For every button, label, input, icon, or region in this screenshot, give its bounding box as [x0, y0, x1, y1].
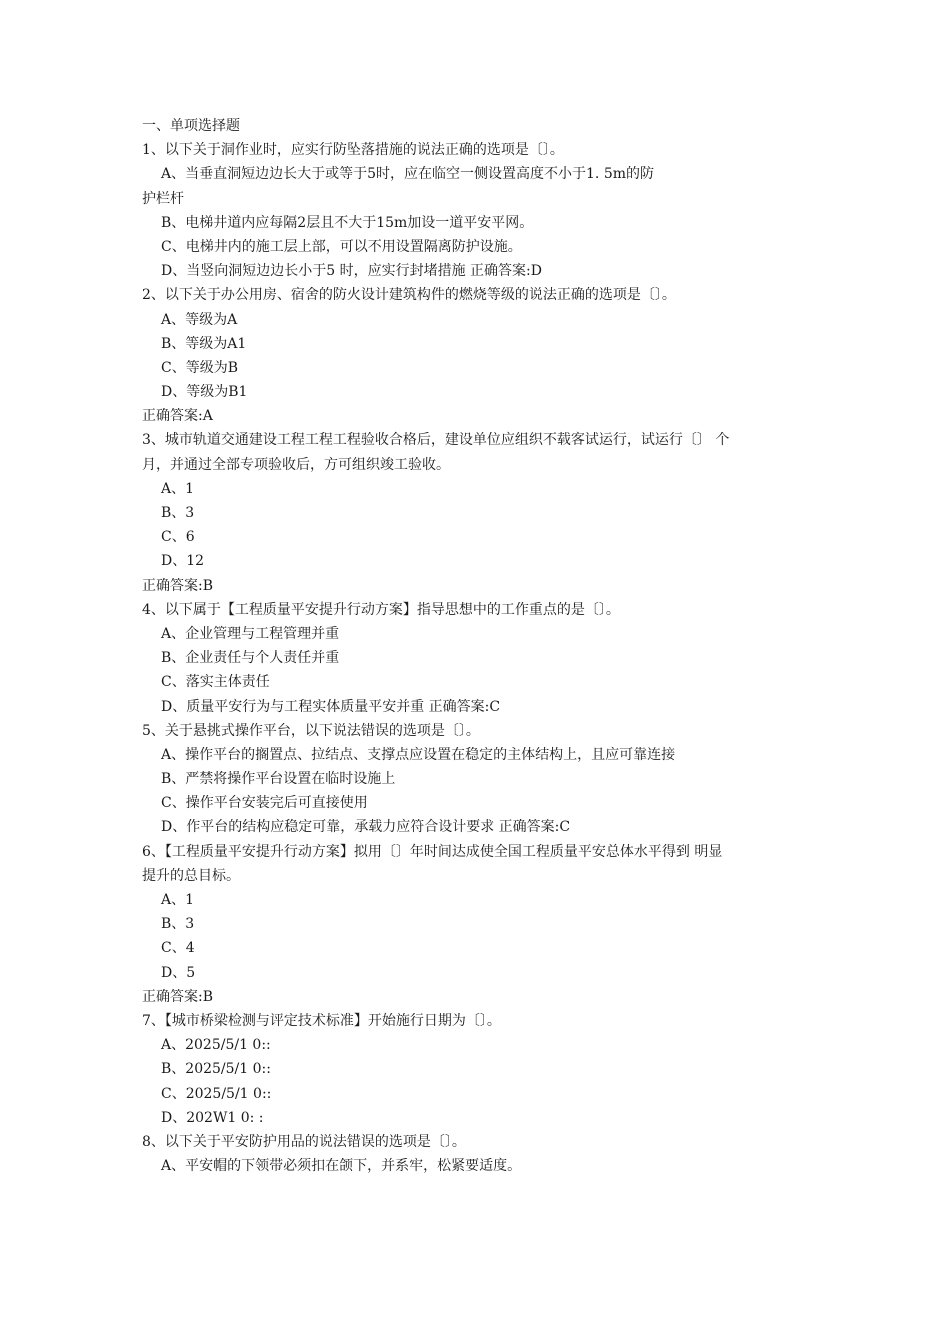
question-6-stem: 6、【工程质量平安提升行动方案】拟用〔〕年时间达成使全国工程质量平安总体水平得到 明显: [142, 843, 723, 860]
question-7-stem: 7、【城市桥梁检测与评定技术标准】开始施行日期为〔〕。: [142, 1012, 501, 1029]
question-3-option-b: B、3: [161, 505, 195, 521]
question-6-answer: 正确答案:B: [142, 988, 214, 1005]
question-3-answer: 正确答案:B: [142, 577, 214, 594]
question-5-option-d: D、作平台的结构应稳定可靠，承载力应符合设计要求 正确答案:C: [161, 819, 571, 836]
question-8-option-a: A、平安帽的下领带必须扣在颌下，并系牢，松紧要适度。: [161, 1158, 522, 1175]
question-1-option-b: B、电梯井道内应每隔2层且不大于15m加设一道平安平网。: [161, 214, 534, 231]
question-7-option-c: C、2025/5/1 0::: [161, 1085, 272, 1102]
question-2-option-b: B、等级为A1: [161, 335, 247, 352]
question-5-option-c: C、操作平台安装完后可直接使用: [161, 795, 368, 812]
question-7-option-a: A、2025/5/1 0::: [161, 1037, 271, 1054]
question-1-option-c: C、电梯井内的施工层上部，可以不用设置隔离防护设施。: [161, 238, 522, 255]
question-4-option-b: B、企业责任与个人责任并重: [161, 650, 340, 667]
question-6-option-a: A、1: [161, 892, 195, 908]
question-5-stem: 5、关于悬挑式操作平台，以下说法错误的选项是〔〕。: [142, 722, 480, 739]
question-6-option-c: C、4: [161, 940, 195, 957]
question-4-option-a: A、企业管理与工程管理并重: [161, 625, 340, 642]
question-2-stem: 2、以下关于办公用房、宿舍的防火设计建筑构件的燃烧等级的说法正确的选项是〔〕。: [142, 287, 676, 304]
question-5-option-a: A、操作平台的搁置点、拉结点、支撑点应设置在稳定的主体结构上，且应可靠连接: [161, 746, 676, 763]
question-3-option-d: D、12: [161, 553, 205, 570]
question-2-option-a: A、等级为A: [161, 311, 238, 328]
question-5-option-b: B、严禁将操作平台设置在临时设施上: [161, 771, 396, 788]
question-8-stem: 8、以下关于平安防护用品的说法错误的选项是〔〕。: [142, 1133, 466, 1150]
question-6-stem-continued: 提升的总目标。: [142, 867, 240, 884]
question-3-stem: 3、城市轨道交通建设工程工程工程验收合格后，建设单位应组织不载客试运行，试运行〔〕 个: [142, 432, 730, 449]
question-3-option-a: A、1: [161, 480, 195, 497]
question-2-option-d: D、等级为B1: [161, 384, 248, 401]
question-1-option-d: D、当竖向洞短边边长小于5 时，应实行封堵措施 正确答案:D: [161, 263, 542, 280]
question-4-stem: 4、以下属于【工程质量平安提升行动方案】指导思想中的工作重点的是〔〕。: [142, 601, 620, 618]
question-1-option-a-continued: 护栏杆: [142, 190, 184, 207]
question-7-option-b: B、2025/5/1 0::: [161, 1061, 271, 1078]
question-1-option-a: A、当垂直洞短边边长大于或等于5时，应在临空一侧设置高度不小于1. 5m的防: [161, 166, 655, 183]
section-title: 一、单项选择题: [142, 118, 240, 134]
question-7-option-d: D、202W1 0: :: [161, 1109, 264, 1126]
question-2-answer: 正确答案:A: [142, 408, 213, 425]
question-4-option-c: C、落实主体责任: [161, 674, 270, 691]
question-6-option-d: D、5: [161, 964, 196, 981]
question-2-option-c: C、等级为B: [161, 359, 238, 376]
question-4-option-d: D、质量平安行为与工程实体质量平安并重 正确答案:C: [161, 698, 501, 715]
question-1-stem: 1、以下关于洞作业时，应实行防坠落措施的说法正确的选项是〔〕。: [142, 142, 564, 159]
question-3-option-c: C、6: [161, 529, 195, 546]
question-list: [142, 114, 822, 1178]
question-3-stem-continued: 月，并通过全部专项验收后，方可组织竣工验收。: [142, 456, 450, 473]
question-6-option-b: B、3: [161, 916, 195, 933]
